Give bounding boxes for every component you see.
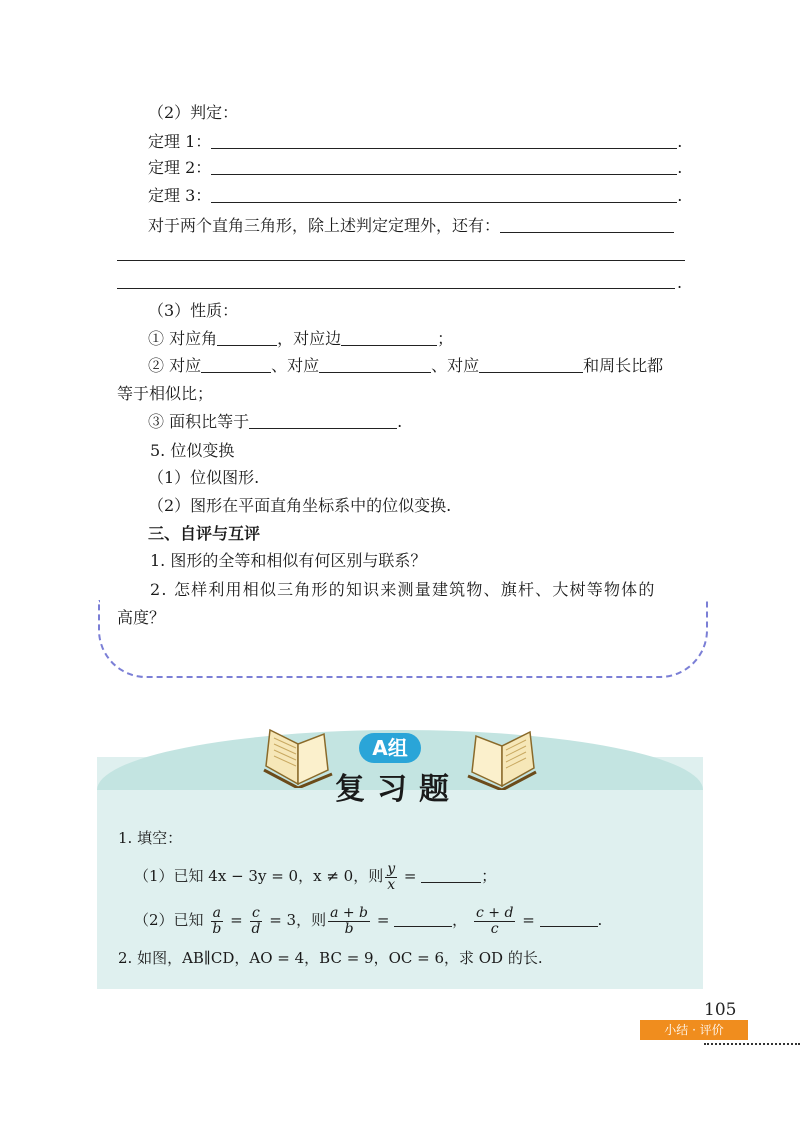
review-q1-part2-blank-2 bbox=[540, 910, 598, 927]
property-2-blank-1 bbox=[201, 356, 271, 373]
property-2 bbox=[148, 355, 663, 377]
self-eval-heading: 三、自评与互评 bbox=[148, 524, 261, 543]
right-triangle-text bbox=[148, 215, 674, 237]
equals-sign: = bbox=[522, 911, 535, 929]
property-1-b: ，对应边 bbox=[277, 329, 342, 348]
fraction-a-over-b: $\frac{a}{b}$ bbox=[212, 904, 222, 937]
theorem-2-label: 定理 2： bbox=[148, 158, 212, 177]
page-number: 105 bbox=[704, 1000, 737, 1020]
review-q1-part2-mid: = 3，则 bbox=[269, 911, 327, 929]
comma: ， bbox=[452, 911, 468, 929]
property-2-a: ② 对应 bbox=[148, 356, 202, 375]
property-3-b: . bbox=[397, 412, 403, 431]
equals-sign: = bbox=[403, 867, 417, 885]
theorem-2 bbox=[148, 157, 682, 179]
fraction-c-over-d: $\frac{c}{d}$ bbox=[251, 904, 261, 937]
theorem-3-blank bbox=[211, 186, 677, 203]
review-q1-part2-blank-1 bbox=[394, 910, 452, 927]
property-1-blank-2 bbox=[341, 329, 437, 346]
fraction-y-over-x: $\frac{y}{x}$ bbox=[387, 860, 396, 893]
review-q1-part1 bbox=[134, 861, 496, 893]
property-2-b: 、对应 bbox=[271, 356, 320, 375]
property-2-continued: 等于相似比； bbox=[117, 384, 214, 403]
answer-rule-1 bbox=[117, 260, 685, 261]
review-q1-part2-text: （2）已知 bbox=[134, 911, 204, 929]
property-2-blank-3 bbox=[479, 356, 583, 373]
review-q1-part1-blank bbox=[421, 866, 481, 883]
property-2-d: 和周长比都 bbox=[583, 356, 664, 375]
notes-dashed-border bbox=[98, 600, 708, 678]
homothety-heading: 5. 位似变换 bbox=[150, 441, 235, 460]
property-2-c: 、对应 bbox=[431, 356, 480, 375]
review-title: 复习题 bbox=[335, 772, 461, 807]
property-3-blank bbox=[249, 412, 397, 429]
property-1-c: ； bbox=[437, 329, 454, 348]
self-eval-q1: 1. 图形的全等和相似有何区别与联系？ bbox=[150, 551, 427, 570]
property-1-a: ① 对应角 bbox=[148, 329, 218, 348]
review-q1-part2 bbox=[134, 903, 602, 937]
review-q1-part1-text: （1）已知 4x − 3y = 0，x ≠ 0，则 bbox=[134, 867, 384, 885]
homothety-item-1: （1）位似图形. bbox=[148, 468, 260, 487]
property-3-a: ③ 面积比等于 bbox=[148, 412, 250, 431]
right-triangle-label: 对于两个直角三角形，除上述判定定理外，还有： bbox=[148, 216, 501, 235]
answer-rule-2 bbox=[117, 288, 675, 289]
semicolon: ； bbox=[481, 867, 497, 885]
equals-sign: = bbox=[376, 911, 390, 929]
theorem-1-end: . bbox=[677, 132, 683, 151]
homothety-item-2: （2）图形在平面直角坐标系中的位似变换. bbox=[148, 496, 452, 515]
review-q2: 2. 如图，AB∥CD，AO = 4，BC = 9，OC = 6，求 OD 的长. bbox=[118, 949, 543, 967]
review-q1-heading: 1. 填空： bbox=[118, 829, 183, 847]
property-1 bbox=[148, 328, 453, 350]
right-triangle-blank bbox=[500, 216, 674, 233]
self-eval-q2-line1: 2. 怎样利用相似三角形的知识来测量建筑物、旗杆、大树等物体的 bbox=[150, 580, 656, 599]
fraction-c-plus-d-over-c: $\frac{c + d}{c}$ bbox=[475, 904, 514, 937]
property-2-blank-2 bbox=[319, 356, 431, 373]
property-1-blank-1 bbox=[217, 329, 277, 346]
theorem-3-end: . bbox=[677, 186, 683, 205]
theorem-1 bbox=[148, 131, 682, 153]
period: . bbox=[597, 911, 603, 929]
self-eval-q2-line2: 高度？ bbox=[117, 608, 166, 627]
property-heading: （3）性质： bbox=[148, 301, 239, 320]
theorem-2-end: . bbox=[677, 158, 683, 177]
equals-sign: = bbox=[230, 911, 243, 929]
section-tag: 小结 · 评价 bbox=[640, 1020, 748, 1040]
theorem-1-label: 定理 1： bbox=[148, 132, 212, 151]
theorem-3 bbox=[148, 185, 682, 207]
answer-rule-end: . bbox=[677, 273, 683, 292]
fraction-a-plus-b-over-b: $\frac{a + b}{b}$ bbox=[330, 904, 369, 937]
theorem-1-blank bbox=[211, 132, 677, 149]
group-a-badge: A组 bbox=[359, 733, 421, 763]
property-3 bbox=[148, 411, 402, 433]
judge-heading: （2）判定： bbox=[148, 103, 239, 122]
theorem-3-label: 定理 3： bbox=[148, 186, 212, 205]
theorem-2-blank bbox=[211, 158, 677, 175]
footer-dotted-rule bbox=[704, 1043, 800, 1045]
